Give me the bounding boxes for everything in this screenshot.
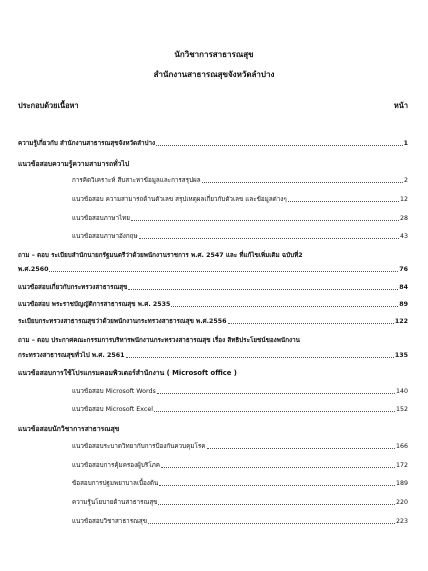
toc-entry-text: แนวข้อสอบ ความสามารถด้านตัวเลข สรุปเหตุผลเกี่ยวกับตัวเลข และข้อมูลต่างๆ	[72, 196, 287, 203]
toc-entry-text: ข้อสอบการปฐมพยาบาลเบื้องต้น	[72, 480, 159, 487]
toc-entry-page: 1	[403, 140, 408, 147]
toc-entry-g4	[72, 233, 408, 241]
dot-leader	[148, 523, 395, 524]
dot-leader	[154, 411, 395, 412]
toc-entry-text: การคิดวิเคราะห์ สืบสาะหาข้อมูลและการสรุปผล	[72, 177, 201, 184]
section-general: แนวข้อสอบความรู้ความสามารถทั่วไป	[18, 160, 130, 168]
toc-entry-page: 2	[403, 177, 408, 184]
toc-entry-health-law	[18, 284, 408, 292]
dot-leader	[288, 201, 399, 202]
dot-leader	[161, 467, 395, 468]
dot-leader	[228, 323, 394, 324]
dot-leader	[158, 504, 394, 505]
toc-entry-g2	[72, 196, 408, 204]
toc-entry-page: 84	[399, 284, 408, 291]
toc-entry-g3	[72, 215, 408, 223]
toc-entry-page: 166	[395, 443, 408, 450]
toc-entry-text: ความรู้นโยบายด้านสาธารณสุข	[72, 499, 158, 506]
contents-label: ประกอบด้วยเนื้อหา	[18, 101, 79, 110]
section-office: แนวข้อสอบการใช้โปรแกรมคอมพิวเตอร์สำนักงาน ( Microsoft office )	[18, 369, 237, 377]
toc-entry-text: แนวข้อสอบภาษาไทย	[72, 215, 130, 222]
toc-entry-page: 223	[395, 518, 408, 525]
toc-entry-page: 43	[399, 233, 408, 240]
document-subtitle: สำนักงานสาธารณสุขจังหวัดลำปาง	[153, 70, 275, 79]
page-column-label: หน้า	[393, 101, 408, 110]
toc-entry-p5	[72, 518, 408, 526]
toc-entry-text: แนวข้อสอบเกี่ยวกับกระทรวงสาธารณสุข	[18, 284, 128, 291]
toc-entry-qa1-line1: ถาม – ตอบ ระเบียบสำนักนายกรัฐมนตรีว่าด้วยพนักงานราชการ พ.ศ. 2547 และ ที่แก้ไขเพิ่มเติม ฉบับที่2	[18, 252, 303, 259]
dot-leader	[171, 306, 398, 307]
toc-entry-text: แนวข้อสอบระบาดวิทยากับการป้องกันควบคุมโรค	[72, 443, 206, 450]
toc-entry-page: 172	[395, 462, 408, 469]
toc-entry-text: แนวข้อสอบภาษาอังกฤษ	[72, 233, 138, 240]
toc-entry-text: แนวข้อสอบการคุ้มครองผู้บริโภค	[72, 462, 160, 469]
toc-entry-qa2-line1: ถาม – ตอบ ประกาศคณะกรรมการบริหารพนักงานกระทรวงสาธารณสุข เรื่อง สิทธิประโยชน์ของพนักงาน	[18, 337, 300, 344]
dot-leader	[202, 182, 403, 183]
toc-entry-text: แนวข้อสอบ พระราชบัญญัติการสาธารณสุข พ.ศ. 2535	[18, 301, 171, 308]
document-title: นักวิชาการสาธารณสุข	[174, 50, 254, 59]
toc-entry-reg2556	[18, 318, 408, 326]
toc-entry-p1	[72, 443, 408, 451]
toc-entry-text: แนวข้อสอบวิชาสาธารณสุข	[72, 518, 148, 525]
toc-entry-page: 89	[399, 301, 408, 308]
toc-entry-p3	[72, 480, 408, 488]
dot-leader	[207, 448, 395, 449]
toc-entry-qa2	[18, 352, 408, 360]
dot-leader	[131, 220, 399, 221]
toc-entry-text: ระเบียบกระทรวงสาธารณสุขว่าด้วยพนักงานกระทรวงสาธารณสุข พ.ศ.2556	[18, 318, 227, 325]
toc-entry-page: 135	[394, 352, 408, 359]
toc-entry-qa1	[18, 266, 408, 274]
toc-entry-word	[72, 388, 408, 396]
toc-entry-g1	[72, 177, 408, 185]
toc-entry-act2535	[18, 301, 408, 309]
toc-entry-p2	[72, 462, 408, 470]
dot-leader	[49, 271, 398, 272]
dot-leader	[159, 485, 395, 486]
toc-entry-p4	[72, 499, 408, 507]
toc-entry-page: 28	[399, 215, 408, 222]
toc-entry-text: กระทรวงสาธารณสุขทั่วไป พ.ศ. 2561	[18, 352, 125, 359]
dot-leader	[128, 289, 398, 290]
toc-entry-page: 152	[395, 406, 408, 413]
toc-entry-page: 122	[394, 318, 408, 325]
toc-entry-page: 220	[395, 499, 408, 506]
section-public-health: แนวข้อสอบนักวิชาการสาธารณสุข	[18, 425, 120, 433]
toc-entry-page: 12	[399, 196, 408, 203]
dot-leader	[157, 393, 395, 394]
toc-entry-page: 76	[399, 266, 408, 273]
toc-entry-text: แนวข้อสอบ Microsoft Words	[72, 388, 156, 395]
toc-entry-text: พ.ศ.2560	[18, 266, 49, 273]
dot-leader	[126, 357, 394, 358]
toc-entry-text: แนวข้อสอบ Microsoft Excel	[72, 406, 153, 413]
toc-entry-page: 189	[395, 480, 408, 487]
toc-entry-about	[18, 140, 408, 148]
dot-leader	[139, 238, 399, 239]
dot-leader	[156, 145, 403, 146]
toc-entry-text: ความรู้เกี่ยวกับ สำนักงานสาธารณสุขจังหวัดลำปาง	[18, 140, 156, 147]
toc-entry-excel	[72, 406, 408, 414]
toc-entry-page: 140	[395, 388, 408, 395]
